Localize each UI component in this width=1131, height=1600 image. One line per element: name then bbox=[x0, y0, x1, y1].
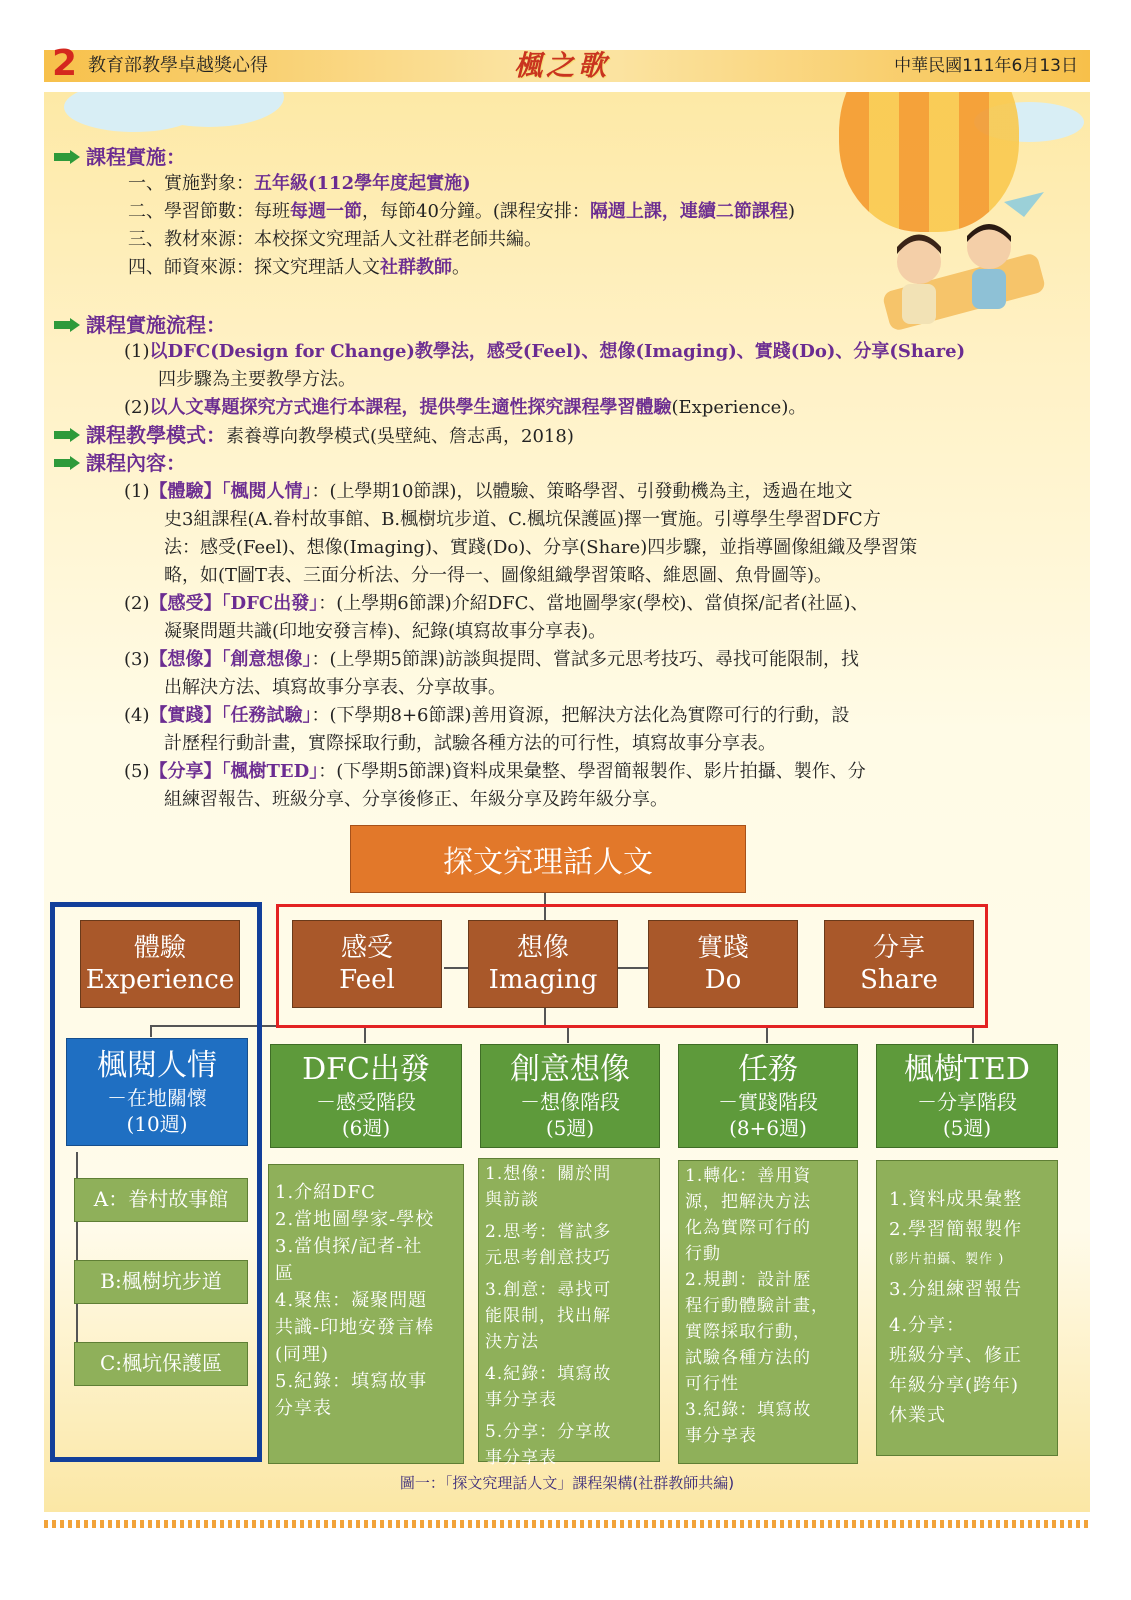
section-implementation bbox=[54, 144, 186, 170]
newsletter-logo: 楓之歌 bbox=[514, 49, 611, 82]
option-village-museum: A：眷村故事館 bbox=[74, 1178, 248, 1222]
section-heading: 課程實施： bbox=[86, 145, 186, 169]
content-item-5-line: 組練習報告、班級分享、分享後修正、年級分享及跨年級分享。 bbox=[164, 789, 668, 810]
impl-item-2: 二、學習節數：每班每週一節，每節40分鐘。(課程安排：隔週上課，連續二節課程) bbox=[128, 201, 795, 222]
content-item-3: (3)【想像】「創意想像」：(上學期5節課)訪談與提問、嘗試多元思考技巧、尋找可能限制，找 bbox=[124, 649, 859, 670]
page-number: 2 bbox=[52, 43, 78, 84]
phase-share: 分享 Share bbox=[824, 920, 974, 1008]
section-content bbox=[54, 450, 186, 476]
content-item-1-line: 史3組課程(A.眷村故事館、B.楓樹坑步道、C.楓坑保護區)擇一實施。引導學生學習DFC方 bbox=[164, 509, 881, 530]
content-item-3-line: 出解決方法、填寫故事分享表、分享故事。 bbox=[164, 677, 506, 698]
option-maple-reserve: C:楓坑保護區 bbox=[74, 1342, 248, 1386]
content-item-1-line: 略，如(T圖T表、三面分析法、分一得一、圖像組織學習策略、維恩圖、魚骨圖等)。 bbox=[164, 565, 833, 586]
content-box-do: 1.轉化：善用資 源，把解決方法 化為實際可行的 行動 2.規劃：設計歷 程行動體驗計畫， 實際採取行動， 試驗各種方法的 可行性 3.紀錄：填寫故 事分享表 bbox=[678, 1160, 858, 1464]
phase-feel: 感受 Feel bbox=[292, 920, 442, 1008]
content-item-1: (1)【體驗】「楓閱人情」：(上學期10節課)，以體驗、策略學習、引發動機為主，透過在地文 bbox=[124, 481, 853, 502]
section-heading: 課程教學模式： bbox=[86, 423, 226, 447]
stage-creative-imagining: 創意想像 －想像階段 (5週) bbox=[480, 1044, 660, 1148]
flow-item-1-cont: 四步驟為主要教學方法。 bbox=[158, 369, 356, 390]
diagram-root: 探文究理話人文 bbox=[350, 825, 746, 893]
section-flow bbox=[54, 312, 226, 338]
arrow-right-icon bbox=[54, 318, 80, 332]
stage-maple-ted: 楓樹TED －分享階段 (5週) bbox=[876, 1044, 1058, 1148]
page-header bbox=[44, 43, 1090, 84]
publication-title: 教育部教學卓越獎心得 bbox=[88, 55, 268, 76]
option-maple-trail: B:楓樹坑步道 bbox=[74, 1260, 248, 1304]
children-illustration-icon bbox=[864, 192, 1054, 342]
impl-item-4: 四、師資來源：探文究理話人文社群教師。 bbox=[128, 257, 470, 278]
stage-dfc-start: DFC出發 －感受階段 (6週) bbox=[270, 1044, 462, 1148]
content-item-4-line: 計歷程行動計畫，實際採取行動，試驗各種方法的可行性，填寫故事分享表。 bbox=[164, 733, 776, 754]
arrow-right-icon bbox=[54, 428, 80, 442]
flow-item-2: (2)以人文專題探究方式進行本課程，提供學生適性探究課程學習體驗(Experience)。 bbox=[124, 397, 807, 418]
content-item-2: (2)【感受】「DFC出發」：(上學期6節課)介紹DFC、當地圖學家(學校)、當偵探/記者(社區)、 bbox=[124, 593, 869, 614]
content-item-1-line: 法：感受(Feel)、想像(Imaging)、實踐(Do)、分享(Share)四步驟，並指導圖像組織及學習策 bbox=[164, 537, 918, 558]
content-item-2-line: 凝聚問題共識(印地安發言棒)、紀錄(填寫故事分享表)。 bbox=[164, 621, 607, 642]
phase-experience: 體驗 Experience bbox=[80, 920, 240, 1008]
impl-item-3: 三、教材來源：本校探文究理話人文社群老師共編。 bbox=[128, 229, 542, 250]
teaching-mode-text: 素養導向教學模式(吳壁純、詹志禹，2018) bbox=[226, 426, 574, 447]
content-box-imaging: 1.想像：關於問 與訪談 2.思考：嘗試多 元思考創意技巧 3.創意：尋找可 能限制，找出解 決方法 4.紀錄：填寫故 事分享表 5.分享：分享故 事分享表 bbox=[478, 1158, 660, 1462]
content-box-feel: 1.介紹DFC 2.當地圖學家-學校 3.當偵探/記者-社 區 4.聚焦：凝聚問題 共識-印地安發言棒 (同理) 5.紀錄：填寫故事 分享表 bbox=[268, 1164, 464, 1464]
content-item-5: (5)【分享】「楓樹TED」：(下學期5節課)資料成果彙整、學習簡報製作、影片拍攝、製作、分 bbox=[124, 761, 866, 782]
arrow-right-icon bbox=[54, 456, 80, 470]
impl-item-1: 一、實施對象：五年級(112學年度起實施) bbox=[128, 173, 471, 194]
bottom-border bbox=[44, 1520, 1090, 1528]
content-item-4: (4)【實踐】「任務試驗」：(下學期8+6節課)善用資源，把解決方法化為實際可行的行動，設 bbox=[124, 705, 850, 726]
content-panel bbox=[44, 92, 1090, 1512]
stage-task: 任務 －實踐階段 (8+6週) bbox=[678, 1044, 858, 1148]
figure-caption: 圖一：「探文究理話人文」課程架構(社群教師共編) bbox=[399, 1474, 735, 1492]
section-teaching-mode bbox=[54, 422, 574, 450]
arrow-right-icon bbox=[54, 150, 80, 164]
publication-date: 中華民國111年6月13日 bbox=[894, 56, 1078, 76]
phase-imaging: 想像 Imaging bbox=[468, 920, 618, 1008]
phase-do: 實踐 Do bbox=[648, 920, 798, 1008]
section-heading: 課程內容： bbox=[86, 451, 186, 475]
section-heading: 課程實施流程： bbox=[86, 313, 226, 337]
flow-item-1: (1)以DFC(Design for Change)教學法，感受(Feel)、想像(Imaging)、實踐(Do)、分享(Share) bbox=[124, 341, 966, 362]
stage-local-care: 楓閱人情 －在地關懷 (10週) bbox=[66, 1038, 248, 1146]
content-box-share: 1.資料成果彙整 2.學習簡報製作 (影片拍攝、製作 ) 3.分組練習報告 4.分享： 班級分享、修正 年級分享(跨年) 休業式 bbox=[876, 1160, 1058, 1456]
